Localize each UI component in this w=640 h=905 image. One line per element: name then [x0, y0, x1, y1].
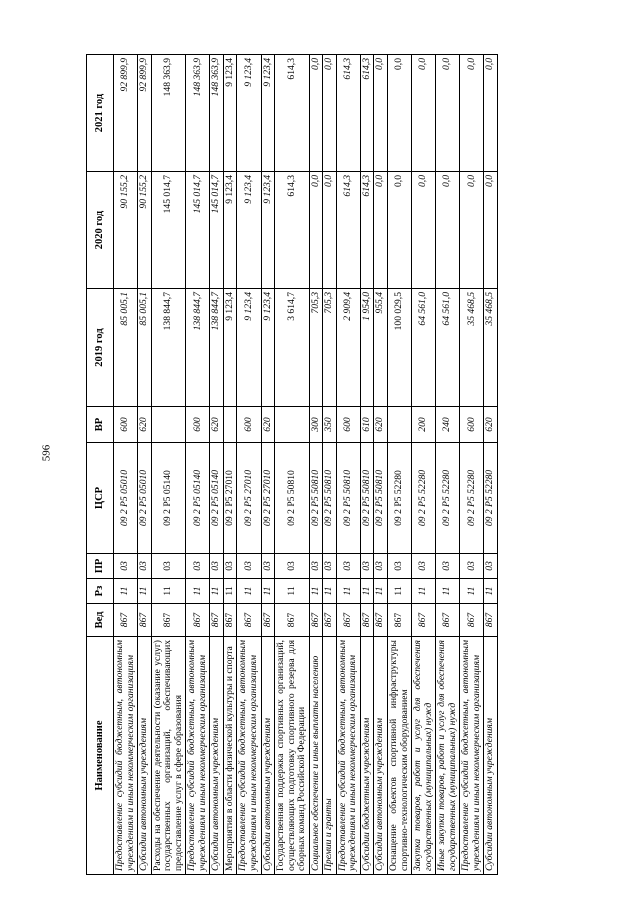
row-2020: 0,0: [436, 172, 460, 289]
row-name: Социальное обеспечение и иные выплаты населению: [309, 637, 323, 875]
row-2019: 64 561,0: [412, 289, 436, 407]
row-2021: 614,3: [360, 55, 374, 172]
row-rz: 11: [484, 579, 498, 604]
row-csr: 09 2 P5 27010: [237, 443, 261, 554]
row-2021: 0,0: [484, 55, 498, 172]
row-2020: 145 014,7: [151, 172, 186, 289]
row-vr: 620: [261, 407, 275, 443]
row-csr: 09 2 P5 50810: [323, 443, 337, 554]
row-csr: 09 2 P5 05010: [114, 443, 138, 554]
row-ved: 867: [309, 604, 323, 637]
table-row: [460, 55, 484, 875]
row-pr: 03: [323, 554, 337, 579]
row-2020: 145 014,7: [210, 172, 224, 289]
header-csr: ЦСР: [87, 443, 114, 554]
row-pr: 03: [460, 554, 484, 579]
row-name: Иные закупки товаров, работ и услуг для обеспечения государственных (муниципальных) нужд: [436, 637, 460, 875]
row-ved: 867: [186, 604, 210, 637]
row-2020: 9 123,4: [237, 172, 261, 289]
row-vr: 240: [436, 407, 460, 443]
row-pr: 03: [309, 554, 323, 579]
table-row: [261, 55, 275, 875]
row-2020: 0,0: [412, 172, 436, 289]
row-2021: 0,0: [460, 55, 484, 172]
row-vr: [223, 407, 237, 443]
row-ved: 867: [114, 604, 138, 637]
row-ved: 867: [223, 604, 237, 637]
row-csr: 09 2 P5 52280: [460, 443, 484, 554]
row-2021: 0,0: [412, 55, 436, 172]
row-name: Субсидии автономным учреждениям: [484, 637, 498, 875]
rotated-table-inner: [86, 55, 566, 875]
row-2019: 955,4: [374, 289, 388, 407]
row-rz: 11: [114, 579, 138, 604]
row-2019: 138 844,7: [210, 289, 224, 407]
row-2020: 614,3: [336, 172, 360, 289]
row-vr: 200: [412, 407, 436, 443]
row-csr: 09 2 P5 50810: [374, 443, 388, 554]
row-ved: 867: [374, 604, 388, 637]
row-csr: 09 2 P5 27010: [261, 443, 275, 554]
row-vr: [388, 407, 412, 443]
header-ved: Вед: [87, 604, 114, 637]
row-rz: 11: [210, 579, 224, 604]
row-vr: [151, 407, 186, 443]
row-pr: 03: [138, 554, 152, 579]
row-2020: 0,0: [388, 172, 412, 289]
row-2021: 9 123,4: [237, 55, 261, 172]
row-rz: 11: [412, 579, 436, 604]
row-name: Расходы на обеспечение деятельности (оказание услуг) государственных организаций, обеспечивающих предоставление услуг в сфере образования: [151, 637, 186, 875]
row-vr: 620: [484, 407, 498, 443]
row-pr: 03: [223, 554, 237, 579]
row-name: Премии и гранты: [323, 637, 337, 875]
row-name: Предоставление субсидий бюджетным, автономным учреждениям и иным некоммерческим организациям: [336, 637, 360, 875]
row-2021: 9 123,4: [261, 55, 275, 172]
row-2019: 64 561,0: [436, 289, 460, 407]
row-2020: 9 123,4: [223, 172, 237, 289]
row-csr: 09 2 P5 50810: [275, 443, 310, 554]
row-rz: 11: [186, 579, 210, 604]
row-vr: 350: [323, 407, 337, 443]
row-vr: 620: [138, 407, 152, 443]
row-pr: 03: [237, 554, 261, 579]
row-ved: 867: [275, 604, 310, 637]
row-2019: 35 468,5: [484, 289, 498, 407]
row-2020: 0,0: [374, 172, 388, 289]
row-ved: 867: [151, 604, 186, 637]
row-rz: 11: [460, 579, 484, 604]
row-2021: 9 123,4: [223, 55, 237, 172]
row-2020: 0,0: [460, 172, 484, 289]
row-2021: 92 899,9: [114, 55, 138, 172]
row-name: Субсидии автономным учреждениям: [261, 637, 275, 875]
row-rz: 11: [309, 579, 323, 604]
row-2019: 85 005,1: [138, 289, 152, 407]
row-csr: 09 2 P5 50810: [360, 443, 374, 554]
table-row: [336, 55, 360, 875]
row-rz: 11: [336, 579, 360, 604]
row-pr: 03: [275, 554, 310, 579]
row-2020: 614,3: [275, 172, 310, 289]
table-row: [237, 55, 261, 875]
row-2021: 614,3: [336, 55, 360, 172]
row-name: Субсидии автономным учреждениям: [374, 637, 388, 875]
row-csr: 09 2 P5 05140: [186, 443, 210, 554]
row-2020: 0,0: [323, 172, 337, 289]
row-2019: 35 468,5: [460, 289, 484, 407]
row-name: Субсидии бюджетным учреждениям: [360, 637, 374, 875]
table-row: [223, 55, 237, 875]
row-vr: 600: [237, 407, 261, 443]
row-2019: 705,3: [309, 289, 323, 407]
row-2021: 92 899,9: [138, 55, 152, 172]
row-pr: 03: [210, 554, 224, 579]
table-row: [360, 55, 374, 875]
row-ved: 867: [460, 604, 484, 637]
row-vr: 600: [336, 407, 360, 443]
row-2019: 3 614,7: [275, 289, 310, 407]
row-2021: 0,0: [388, 55, 412, 172]
row-csr: 09 2 P5 50810: [309, 443, 323, 554]
row-pr: 03: [360, 554, 374, 579]
page-number: [36, 445, 56, 461]
header-pr: ПР: [87, 554, 114, 579]
row-ved: 867: [138, 604, 152, 637]
row-vr: 600: [114, 407, 138, 443]
table-header: [87, 55, 114, 875]
row-2021: 148 363,9: [151, 55, 186, 172]
row-ved: 867: [237, 604, 261, 637]
table-row: [412, 55, 436, 875]
row-csr: 09 2 P5 52280: [412, 443, 436, 554]
header-rz: Рз: [87, 579, 114, 604]
row-name: Предоставление субсидий бюджетным, автономным учреждениям и иным некоммерческим организациям: [186, 637, 210, 875]
row-csr: 09 2 P5 52280: [388, 443, 412, 554]
row-vr: 620: [374, 407, 388, 443]
table-row: [436, 55, 460, 875]
row-rz: 11: [151, 579, 186, 604]
table-row: [114, 55, 138, 875]
row-name: Предоставление субсидий бюджетным, автономным учреждениям и иным некоммерческим организациям: [460, 637, 484, 875]
row-2020: 0,0: [309, 172, 323, 289]
row-rz: 11: [138, 579, 152, 604]
row-rz: 11: [275, 579, 310, 604]
row-name: Субсидии автономным учреждениям: [138, 637, 152, 875]
row-2021: 0,0: [436, 55, 460, 172]
row-ved: 867: [436, 604, 460, 637]
row-ved: 867: [484, 604, 498, 637]
row-csr: 09 2 P5 52280: [484, 443, 498, 554]
table-row: [186, 55, 210, 875]
row-2019: 9 123,4: [223, 289, 237, 407]
row-2019: 100 029,5: [388, 289, 412, 407]
row-pr: 03: [374, 554, 388, 579]
row-2020: 90 155,2: [114, 172, 138, 289]
row-pr: 03: [336, 554, 360, 579]
table-row: [275, 55, 310, 875]
row-csr: 09 2 P5 27010: [223, 443, 237, 554]
row-ved: 867: [412, 604, 436, 637]
row-2019: 9 123,4: [237, 289, 261, 407]
row-rz: 11: [261, 579, 275, 604]
row-ved: 867: [336, 604, 360, 637]
header-2020: 2020 год: [87, 172, 114, 289]
row-vr: 600: [460, 407, 484, 443]
table-row: [309, 55, 323, 875]
row-2021: 0,0: [323, 55, 337, 172]
row-2019: 1 954,0: [360, 289, 374, 407]
row-rz: 11: [388, 579, 412, 604]
header-2019: 2019 год: [87, 289, 114, 407]
row-2019: 138 844,7: [151, 289, 186, 407]
row-2020: 90 155,2: [138, 172, 152, 289]
row-pr: 03: [388, 554, 412, 579]
row-2019: 2 909,4: [336, 289, 360, 407]
row-name: Предоставление субсидий бюджетным, автономным учреждениям и иным некоммерческим организациям: [237, 637, 261, 875]
row-2020: 145 014,7: [186, 172, 210, 289]
row-2021: 148 363,9: [186, 55, 210, 172]
row-name: Субсидии автономным учреждениям: [210, 637, 224, 875]
row-ved: 867: [360, 604, 374, 637]
row-2021: 148 363,9: [210, 55, 224, 172]
row-2021: 614,3: [275, 55, 310, 172]
row-pr: 03: [412, 554, 436, 579]
header-vr: ВР: [87, 407, 114, 443]
row-pr: 03: [151, 554, 186, 579]
row-2020: 0,0: [484, 172, 498, 289]
row-2019: 705,3: [323, 289, 337, 407]
row-ved: 867: [388, 604, 412, 637]
table-row: [374, 55, 388, 875]
row-rz: 11: [223, 579, 237, 604]
row-csr: 09 2 P5 52280: [436, 443, 460, 554]
table-row: [210, 55, 224, 875]
row-name: Предоставление субсидий бюджетным, автономным учреждениям и иным некоммерческим организациям: [114, 637, 138, 875]
table-row: [484, 55, 498, 875]
budget-table: [86, 54, 498, 875]
row-rz: 11: [237, 579, 261, 604]
row-vr: 620: [210, 407, 224, 443]
row-vr: 300: [309, 407, 323, 443]
row-name: Мероприятия в области физической культуры и спорта: [223, 637, 237, 875]
header-2021: 2021 год: [87, 55, 114, 172]
row-ved: 867: [323, 604, 337, 637]
header-name: Наименование: [87, 637, 114, 875]
rotated-table-container: [86, 55, 566, 875]
row-csr: 09 2 P5 50810: [336, 443, 360, 554]
row-2021: 0,0: [374, 55, 388, 172]
row-2021: 0,0: [309, 55, 323, 172]
row-name: Оснащение объектов спортивной инфраструктуры спортивно-технологическим оборудованием: [388, 637, 412, 875]
row-2020: 9 123,4: [261, 172, 275, 289]
table-row: [388, 55, 412, 875]
row-vr: 610: [360, 407, 374, 443]
row-rz: 11: [436, 579, 460, 604]
header-row: [87, 55, 114, 875]
row-vr: [275, 407, 310, 443]
row-ved: 867: [210, 604, 224, 637]
page-number-text: 596: [40, 444, 52, 462]
row-rz: 11: [323, 579, 337, 604]
row-2019: 9 123,4: [261, 289, 275, 407]
table-row: [323, 55, 337, 875]
row-vr: 600: [186, 407, 210, 443]
row-pr: 03: [436, 554, 460, 579]
row-ved: 867: [261, 604, 275, 637]
row-2020: 614,3: [360, 172, 374, 289]
table-row: [138, 55, 152, 875]
row-name: Закупка товаров, работ и услуг для обеспечения государственных (муниципальных) нужд: [412, 637, 436, 875]
row-rz: 11: [360, 579, 374, 604]
row-csr: 09 2 P5 05140: [210, 443, 224, 554]
row-pr: 03: [114, 554, 138, 579]
row-name: Государственная поддержка спортивных организаций, осуществляющих подготовку спортивного резерва для сборных команд Российской Федерации: [275, 637, 310, 875]
row-csr: 09 2 P5 05140: [151, 443, 186, 554]
row-csr: 09 2 P5 05010: [138, 443, 152, 554]
row-2019: 85 005,1: [114, 289, 138, 407]
row-pr: 03: [186, 554, 210, 579]
row-pr: 03: [261, 554, 275, 579]
row-rz: 11: [374, 579, 388, 604]
table-row: [151, 55, 186, 875]
row-pr: 03: [484, 554, 498, 579]
row-2019: 138 844,7: [186, 289, 210, 407]
table-body: [114, 55, 498, 875]
